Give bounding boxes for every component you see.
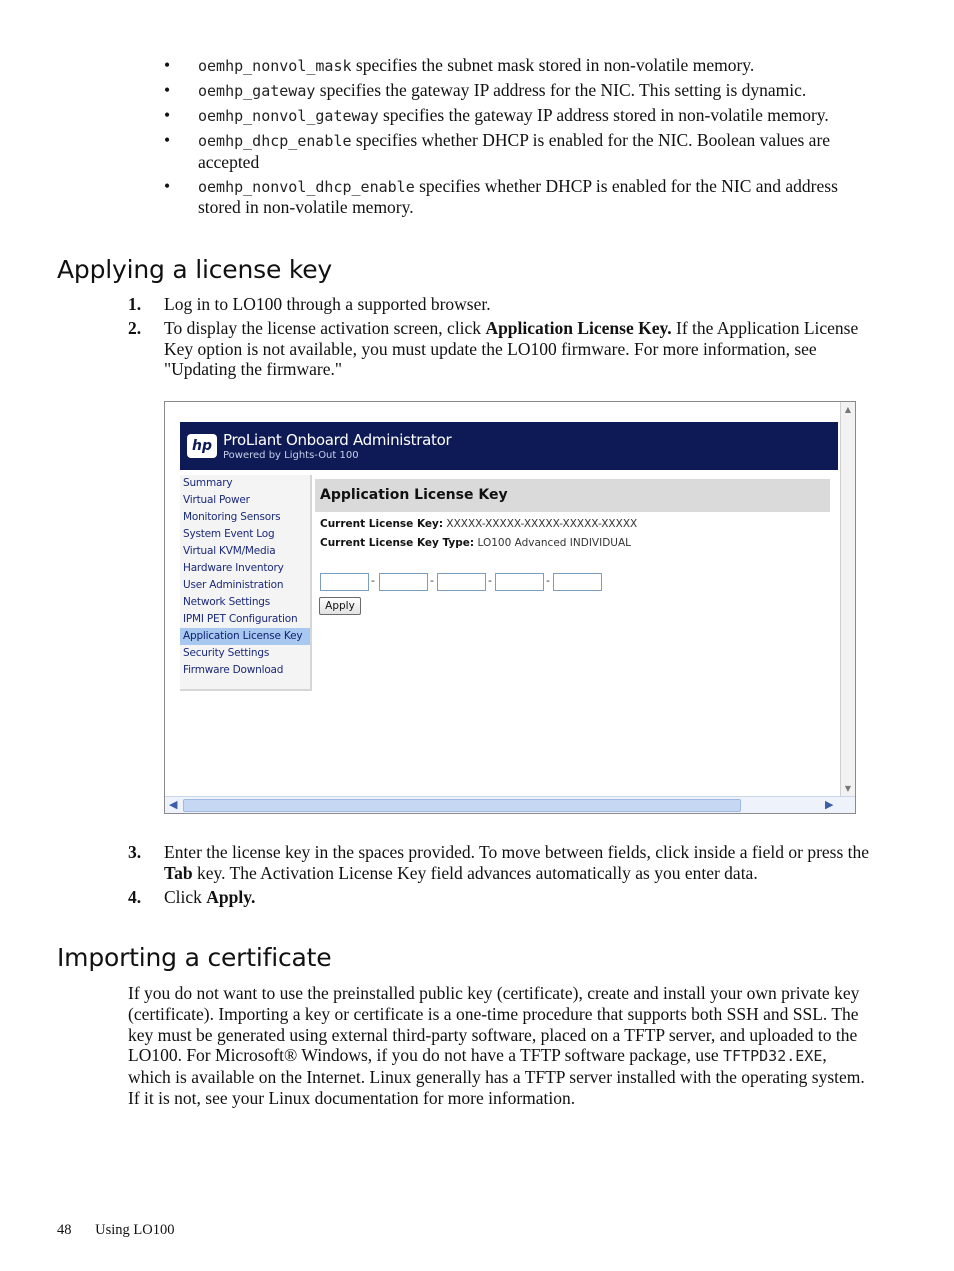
current-key-type: Current License Key Type: LO100 Advanced INDIVIDUAL [320, 537, 632, 549]
item-text: specifies the subnet mask stored in non-volatile memory. [351, 55, 755, 75]
code-term: oemhp_dhcp_enable [198, 132, 352, 150]
sidebar-item-system-event-log[interactable]: System Event Log [183, 528, 275, 540]
sidebar-item-security-settings[interactable]: Security Settings [183, 647, 270, 659]
step-item: 2. To display the license activation screen, click Application License Key. If the Application License Key option is not available, you must update the LO100 firmware. For more information, see "Updating the firmware." [128, 317, 859, 380]
sidebar-item-monitoring-sensors[interactable]: Monitoring Sensors [183, 511, 281, 523]
list-item: • oemhp_gateway specifies the gateway IP address for the NIC. This setting is dynamic. [164, 80, 807, 100]
sidebar-item-user-administration[interactable]: User Administration [183, 579, 284, 591]
scroll-down-icon[interactable]: ▼ [844, 784, 852, 793]
steps-list-a [128, 294, 873, 383]
step-item: 4. Click Apply. [128, 886, 256, 907]
item-text: specifies the gateway IP address stored in non-volatile memory. [378, 105, 829, 125]
scroll-up-icon[interactable]: ▲ [844, 405, 852, 414]
sidebar-item-network-settings[interactable]: Network Settings [183, 596, 271, 608]
code-term: oemhp_gateway [198, 82, 316, 100]
license-screen-screenshot: hp ProLiant Onboard Administrator Powered by Lights-Out 100 Summary Virtual Power Monitoring Sensors System Event Log Virtual KVM/Media Hardware Inventory User Administration Network Settings IPMI PET Configuration Application License Key Security Settings Firmware Download Application License Key Current License Key: XXXXX-XXXXX-XXXXX-XXXXX-XXXXX Current License Key Type: LO100 Advanced INDIVIDUAL - - - - Apply ▲ ▼ ◀ ▶ [164, 401, 856, 814]
section-heading: Applying a license key [57, 255, 333, 284]
sidebar-item-summary[interactable]: Summary [183, 477, 233, 489]
parameter-list [164, 55, 884, 221]
license-key-field-1[interactable] [320, 573, 369, 591]
scroll-right-icon[interactable]: ▶ [825, 798, 834, 811]
vertical-scrollbar[interactable] [840, 402, 855, 797]
brand-title: ProLiant Onboard Administrator [223, 431, 452, 449]
license-key-field-2[interactable] [379, 573, 428, 591]
sidebar-item-ipmi-pet[interactable]: IPMI PET Configuration [183, 613, 298, 625]
license-key-field-5[interactable] [553, 573, 602, 591]
section-heading: Importing a certificate [57, 943, 332, 972]
item-text: specifies the gateway IP address for the NIC. This setting is dynamic. [315, 80, 807, 100]
sidebar-item-virtual-kvm[interactable]: Virtual KVM/Media [183, 545, 276, 557]
horizontal-scrollbar[interactable] [165, 796, 855, 813]
panel-title: Application License Key [315, 479, 830, 512]
sidebar-item-virtual-power[interactable]: Virtual Power [183, 494, 250, 506]
sidebar-item-hardware-inventory[interactable]: Hardware Inventory [183, 562, 284, 574]
code-term: oemhp_nonvol_dhcp_enable [198, 177, 415, 196]
list-item: • oemhp_nonvol_mask specifies the subnet mask stored in non-volatile memory. [164, 55, 755, 75]
apply-button[interactable]: Apply [319, 597, 361, 615]
step-item: 1. Log in to LO100 through a supported browser. [128, 294, 491, 314]
page-number: 48 [57, 1222, 72, 1238]
current-key: Current License Key: XXXXX-XXXXX-XXXXX-XXXXX-XXXXX [320, 518, 638, 530]
list-item: • oemhp_dhcp_enable specifies whether DHCP is enabled for the NIC. Boolean values are accepted [164, 130, 831, 172]
code-term: oemhp_nonvol_gateway [198, 107, 379, 125]
code-term: TFTPD32.EXE [723, 1047, 823, 1066]
body-paragraph: If you do not want to use the preinstalled public key (certificate), create and install your own private key (certificate). Importing a key or certificate is a one-time procedure that supports both SSH and SSL. The key must be generated using external third-party software, placed on a TFTP server, and uploaded to the LO100. For Microsoft® Windows, if you do not have a TFTP software package, use TFTPD32.EXE, which is available on the Internet. Linux generally has a TFTP server installed with the operating system. If it is not, see your Linux documentation for more information. [128, 983, 865, 1108]
hp-logo: hp [187, 434, 217, 458]
brand-subtitle: Powered by Lights-Out 100 [223, 450, 359, 461]
code-term: oemhp_nonvol_mask [198, 57, 352, 75]
scroll-thumb[interactable] [183, 799, 741, 812]
item-text: specifies whether DHCP is enabled for the NIC. Boolean values are accepted [198, 130, 831, 172]
license-key-field-3[interactable] [437, 573, 486, 591]
sidebar-item-application-license-key[interactable]: Application License Key [180, 628, 310, 645]
footer-text: Using LO100 [95, 1222, 175, 1238]
list-item: • oemhp_nonvol_dhcp_enable specifies whether DHCP is enabled for the NIC and address stored in non-volatile memory. [164, 175, 838, 217]
page-footer [57, 1222, 174, 1239]
steps-list-b [128, 842, 873, 910]
sidebar-nav [180, 475, 312, 691]
list-item: • oemhp_nonvol_gateway specifies the gateway IP address stored in non-volatile memory. [164, 105, 829, 125]
step-item: 3. Enter the license key in the spaces provided. To move between fields, click inside a field or press the Tab key. The Activation License Key field advances automatically as you enter data. [128, 842, 870, 883]
scroll-left-icon[interactable]: ◀ [169, 798, 178, 811]
sidebar-item-firmware-download[interactable]: Firmware Download [183, 664, 284, 676]
license-key-field-4[interactable] [495, 573, 544, 591]
item-text: specifies whether DHCP is enabled for the NIC and address stored in non-volatile memory. [198, 175, 838, 217]
app-banner [180, 422, 838, 470]
